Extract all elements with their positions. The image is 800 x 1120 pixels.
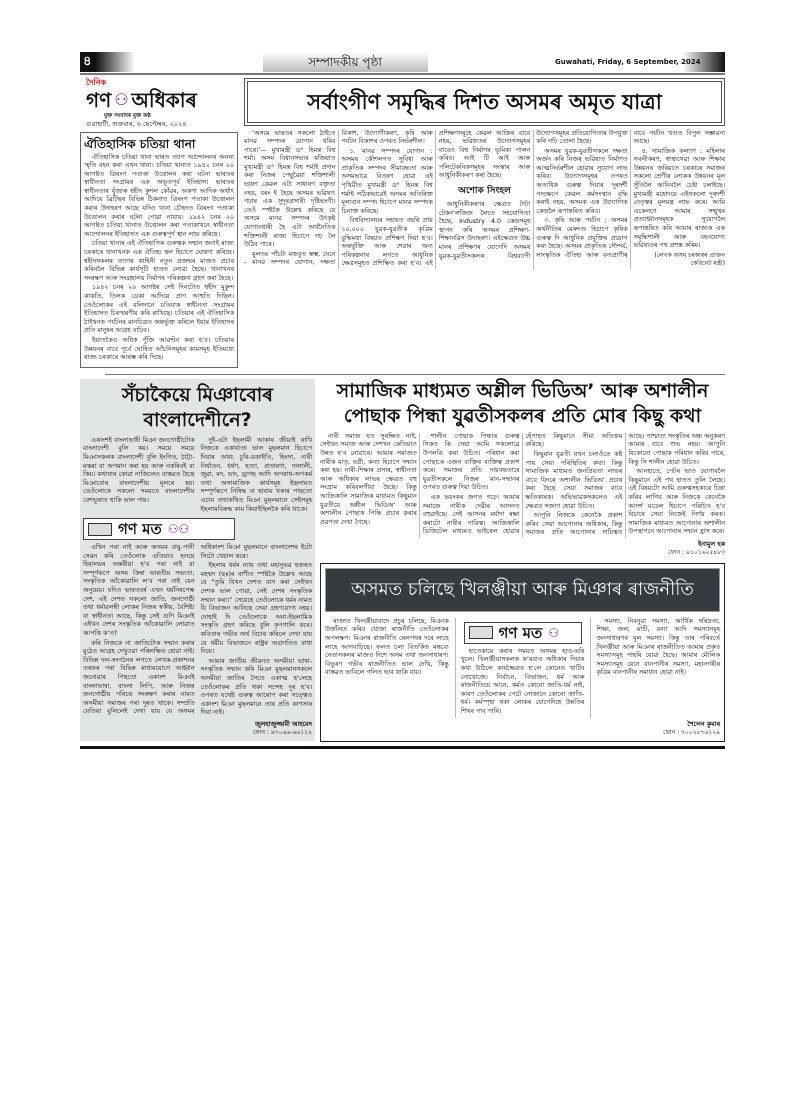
paragraph: আধুনিকীকৰণৰ ক্ষেত্ৰত টাটা টেকন’লজিজ লৈতে সহযোগিতা হৈছে, Industry 4.0 কেন্দ্ৰসমূহ স্থাপন কৰি অসমৰ প্ৰশিক্ষণ-শিক্ষানৱিস উদাহৰণ। এইক্ষেত্ৰত উচ্চ মানৰ প্ৰশিক্ষণৰ যোগেদি অসমৰ যুৱক-যুৱতীসকলক বিশ্বব্যাপী উদ্যোগসমূহৰ প্ৰতিযোগিতাৰ উপযুক্ত কৰি গঢ়ি তোলা হৈছে। — [438, 129, 628, 260]
article2-author: জুলহাজুজ্জামী আহমেদ — [254, 720, 312, 728]
sidebar-body — [84, 154, 234, 363]
article4-author: শৈলেন কুমাৰ — [687, 720, 720, 728]
article3-phone: ফোন : ৯১০১৬২৫৪৮৩ — [668, 548, 725, 556]
section-title: সম্পাদকীয় পৃষ্ঠা — [263, 52, 428, 72]
paragraph: ঐতিহাসিক চতিয়া থানা ভাৰত ত্যাগ আন্দোলনৰ অনন্য স্মৃতি বহন কৰা এখন থানা। চতিয়া থানাত ১৯৪২ চনৰ ২০ আগষ্টত ত্ৰিৰংগ পতাকা উত্তোলন কৰা ঘটনা ভাৰতৰ স্বাধীনতা সংগ্ৰামৰ এক অভূতপূৰ্ব ইতিহাস। ভাৰতৰ স্বাধীনতাৰ যুঁজাৰু শ্বহীদ কুশল কোঁৱৰ, অকণা আদিক অৰ্থাৎ আদিয়ে ব্ৰিটিছৰ বিভিন্ন ঠিকনাত ত্ৰিৰংগ পতাকা উত্তোলন কৰাৰ উদাহৰণ আছে যদিও থানা চৌহদত ত্ৰিৰংগ পতাকা উত্তোলন কৰাৰ ঘটনা পোৱা নাযায়। ১৯৪২ চনৰ ২০ আগষ্টত চতিয়া থানাত উত্তোলন কৰা পতাকাখনে স্বাধীনতা আন্দোলনৰ ইতিহাসত এক গুৰুত্বপূৰ্ণ স্থান লাভ কৰিছে। — [84, 153, 234, 238]
logo-name-right: অধিকাৰ — [131, 87, 197, 112]
article2-body — [83, 544, 312, 718]
main-article — [244, 78, 725, 368]
logo-wordmark — [86, 88, 197, 112]
article3-author: ইনামুল হক — [698, 540, 725, 548]
paragraph: ১. মানৱ সম্পদৰ যোগান : অসমৰ কৌশলগত সুবিধা আৰু প্ৰাকৃতিক সম্পদৰ সীমাবদ্ধতা আৰু অসমভাৱে বিতৰণ হোৱা এই পৃথিৱীত মুখ্যমন্ত্ৰী ড° হিমন্ত বিশ্ব শৰ্মাই সঠিকভাৱেই অসমৰ অতিৰিক্ত মূল্যবান সম্পদ হিচাপে মানৱ সম্পদক চিনাক্ত কৰিছে। — [341, 147, 433, 215]
paragraph: কৰি নিজকে না জাতিটোক সন্মান কৰাৰ মুঠেও আগ্ৰহ দেখুওৱা পৰিলক্ষিত হোৱা নাই। বিভিন্ন দল-সংগঠনৰ লগতে লেখক-প্ৰকাশনৰ তৰফৰ পৰা বিভিন্ন মাধ্যমযোগে আহ্বান জনোৱাৰ পিছতো একাংশ মিঞাই বাংলাভাষা, বাংলা লিপি, আৰু নিজৰ জনগোষ্ঠীয় পৰিচয় সংৰক্ষণ কৰাৰ নামত অসমীয়া সমাজৰ পৰা দূৰত থাকে। সম্প্ৰতি যেতিয়া বুলিলেই দেখা যায় যে অসমৰ অধিকাংশ মিঞা মুছলমানে বাংলাদেশৰ ইটো সিটো খেয়াল কৰে। — [83, 544, 312, 716]
envelope-icon — [88, 523, 112, 536]
article4-body — [325, 618, 720, 718]
main-article-body — [244, 130, 725, 270]
logo-tagline: মুক্ত সংবাদৰ মুক্ত কণ্ঠ — [104, 112, 151, 119]
paragraph: বিশ্ববিদ্যালয়ৰ সহায়ত বছৰি প্ৰায় ১০,০০০ যুৱক-যুৱতীক কৃত্ৰিম বুদ্ধিমত্তা বিষয়ত প্ৰশিক্ষণ দিয়া হ’ব। অন্তৰ্ভুক্তি আৰু শেৱাৰ অন্য পৰিকল্পনাৰ লগতে আধুনিক ক্ষেত্ৰসমূহত প্ৰশিক্ষিত কৰা হ’ব। এই প্ৰশিক্ষণসমূহে কেৱল আজিৰ বাবে নহয়, ভৱিষ্যতৰ উদ্যোগসমূহৰ বাবেও বিশ্ব নিৰ্মাণৰ ভূমিকা পালন কৰিব। আই টি আই আৰু পলিটেকনিকসমূহৰ সংস্কাৰ আৰু আধুনিকীকৰণ কৰা হৈছে। — [341, 129, 531, 268]
article4-phone: ফোন : ৭০০২৮৭৬১২৯ — [663, 728, 720, 736]
sidebar-article — [80, 132, 238, 368]
article-khilonjia-politics — [320, 563, 725, 742]
paragraph: আপুনি নিজকে কেনেকৈ প্ৰকাশ কৰিব সেয়া আপোনাৰ অধিকাৰ, কিন্তু সমাজৰ প্ৰতি আপোনাৰ দায়িত্বও আছে। পাশ্চাত্য সংস্কৃতিৰ অন্ধ অনুকৰণ আমাৰ বাবে শুভ নহয়। আপুনি যিকোনো পোছাক পৰিধান কৰিব পাৰে, কিন্তু সি শালীন হোৱা উচিত। — [525, 432, 725, 537]
main-headline-box — [244, 78, 725, 126]
paragraph: ইয়াতকৈও অধিক পুঁজি আৱণ্টন কৰা হ’ব। চতিয়াৰ উন্নয়নৰ বাবে পূৰ্বে ঘোষিত আঁচনিসমূহৰ কামসমূহ ইতিমধ্যে ৰাজ্য চৰকাৰে আৰম্ভ কৰি দিছে। — [84, 336, 234, 362]
gonomot-badge — [464, 622, 582, 644]
article-social-media — [320, 379, 725, 557]
paragraph: কিছুমান যুৱতী যখন চলাওঁতে কষ্ট পায় সেয়া পৰিস্থিতিৰ কথা। কিন্তু সামাজিক মাধ্যমত জনপ্ৰিয়তা লাভৰ বাবে যিদৰে অশালীন ভিডিঅ’ প্ৰচাৰ কৰা হৈছে সেয়া সমাজৰ বাবে ক্ষতিকাৰক। অভিভাৱকসকলেও এই ক্ষেত্ৰত সজাগ হোৱা উচিত। — [525, 450, 623, 510]
article2-headline: সঁচাকৈয়ে মিঞাবোৰ বাংলাদেশীনে? — [121, 383, 273, 431]
gonomot-label: গণ মত — [498, 623, 543, 642]
header-divider — [80, 73, 725, 75]
gonomot-label: গণ মত — [118, 520, 162, 539]
article4-headline: অসমত চলিছে খিলঞ্জীয়া আৰু মিঞাৰ ৰাজনীতি — [325, 568, 720, 612]
paragraph: এখিন পৰা নাই আৰু অসমৰ বায়ু-পানী সেৱন কৰি তেওঁলোক এতিয়াও হৃদয়ে হিমালয়ৰ অন্তৰীয়া হ’ব পৰা নাই বা সম্পূৰ্ণৰূপে অসম কিম্বা ভাৰতীয় সভ্যতা, সংস্কৃতিক আঁকোৱালি ল’ব পৰা নাই যেন অনুমেয়। যদিও ভাৰতবৰ্ষ এখন ধৰ্মনিৰপেক্ষ দেশ, এই দেশত সকলো জাতি, জনগোষ্ঠী তথা ধৰ্মাৱলম্বী লোকৰ নিজৰ স্বকীয়, বৈশিষ্ট্য বা স্বাধীনতা আছে, কিন্তু সেই গুণি মিঞাই এইখন দেশৰ সংস্কৃতিক আঁকোৱালি লোৱাত আপত্তি ক’ত? — [83, 544, 195, 638]
article4-column — [325, 618, 449, 718]
paragraph: একাংশই বাংলাভাষী মিঞা জনগোষ্ঠীটোক বাংলাদেশী বুলি কয়। সময়ে সময়ে মিঞাসকলক বাংলাদেশী বুলি ইংগিত, ঠাট্টা-মস্কৰা বা অপমান কৰা হয় আৰু নকৰিবই বা কিয়। কথাষাৰ কোৱা নাজিলেও বাস্তৱত হৈছে মিঞাবোৰ বাংলাদেশীয় মূলৰে হয়। তেওঁলোকে সকলো সময়তে বাংলাদেশীয় বেশভূষাত থাকি ভাল পায়। — [83, 436, 195, 504]
paragraph: ৩. কৃষি আৰু পৰ্যটন : অসমৰ অৰ্থনীতিৰ মেৰুদণ্ড হিচাপে কৃষিক গুৰুত্ব দি আধুনিক প্ৰযুক্তিৰ প্ৰয়োগ কৰা হৈছে। অসমৰ প্ৰাকৃতিক সৌন্দৰ্য, সাংস্কৃতিক ঐতিহ্য আৰু বন্যপ্ৰাণীৰ বাবে পৰ্যটন খণ্ডত বিপুল সম্ভাৱনা আছে। — [536, 129, 725, 259]
dateline: Guwahati, Friday, 6 September, 2024 — [555, 52, 725, 72]
logo-people-icon: ⚇ — [114, 89, 129, 109]
left-column — [80, 78, 238, 368]
paragraph: ৰাজ্যত খিলঞ্জীয়াবাদে প্ৰচুৰ চলিছে, মিঞাক উৰ্জলিত কৰিব খোজা ৰাজনীতি তেওঁলোকৰ অপলক্ষণ। মিঞাৰ ৰাজনীতি ৰেলপথৰ দৰে লাহে লাহে আগবাঢ়িছে। ফলত চলা বিতৰ্কিত মন্তব্যে নেতাসকলৰ মাজত দিশে অসম তথা জনসাধাৰণ। বিভুৰণ গভীৰ ৰাজনীতিত ভাল দেখি, কিন্তু বাস্তৱত ভাবিলে গলিত ভাব থাকি যায়। — [325, 617, 449, 677]
people-icon: ⚇⚇ — [167, 522, 190, 537]
paragraph: ১৯৪২ চনৰ ২০ আগষ্টৰ সেই দিনটোত শ্বহীদ মুকুন্দ কাকতি, তিলক ডেকা আদিয়ে প্ৰাণ আহুতি দিছিল। তেওঁলোকৰ এই বলিদানে চতিয়াক স্বাধীনতা সংগ্ৰামৰ ইতিহাসত চিৰস্মৰণীয় কৰি ৰাখিছে। চতিয়াৰ এই ঐতিহাসিক ঠাইখনক পৰ্যটনৰ মানচিত্ৰত অন্তৰ্ভুক্ত কৰিলে ইয়াৰ ইতিহাসৰ প্ৰতি মানুষৰ আগ্ৰহ বাঢ়িব। — [84, 284, 234, 335]
right-bottom-column — [320, 379, 725, 742]
paragraph: সমস্যা, নিবনুৱা সমস্যা, আৰ্থিক দৰিদ্ৰতা, শিক্ষা, জল, মাটি, বন্যা আদি সমস্যাসমূহ জনসাধাৰণৰ মূল সমস্যা। কিন্তু তাৰ পৰিবৰ্তে খিলঞ্জীয়া আৰু মিঞাৰ ৰাজনীতিত আমাৰ প্ৰকৃত সমস্যাসমূহ পাহৰি যোৱা হৈছে। আমাৰ মৌলিক সমস্যাসমূহ যেনে বানপানীৰ সমস্যা, মহানগৰীৰ কৃত্ৰিম বানপানীৰ সমাধান হোৱা নাই। — [596, 617, 721, 677]
paragraph: ৪. সামাজিক কল্যাণ : মহিলাৰ সবলীকৰণ, স্বাস্থ্যসেৱা আৰু শিক্ষাৰ উন্নয়নৰ জৰিয়তে চৰকাৰে সমাজৰ সকলো শ্ৰেণীৰ লোকক উন্নয়নৰ মূল সুঁতিলৈ আনিবলৈ চেষ্টা চলাইছে। মুখ্যমন্ত্ৰী মহোদয়ে এইসকলো দূৰদৰ্শী নেতৃত্বৰ মূলমন্ত্ৰ লাভ কৰে। আমি একেলগে আমাৰ সন্মুখৰ প্ৰত্যাহ্বানসমূহক সুযোগলৈ ৰূপান্তৰিত কৰি আমাৰ ৰাজ্যক এক সমৃদ্ধিশালী আৰু বহনযোগ্য ভৱিষ্যতৰ পথ প্ৰশস্ত কৰিম। — [633, 147, 725, 250]
sidebar-title: ঐতিহাসিক চতিয়া থানা — [84, 136, 196, 151]
footer-rule — [80, 746, 725, 749]
main-headline: সৰ্বাংগীণ সমৃদ্ধিৰ দিশত অসমৰ অমৃত যাত্ৰা — [247, 81, 722, 123]
paragraph: ইছলাম ধৰ্মৰ ন্যায় তথা মহানুভৱ হজৰত মহম্মদ (ছঃ)ৰ বাণীত স্পষ্টকৈ উল্লেখ আছে যে “তুমি যিখন দেশত বাস কৰা সেইখন দেশক ভাল পোৱা, সেই দেশৰ সংস্কৃতিক সন্মান কৰা।” সেয়েহে তেওঁলোকে ধৰ্মৰ নামত যি বিভাজন আনিছে সেয়া গ্ৰহণযোগ্য নহয়। দোহাই দি তেওঁলোকে অনা-ইছলামিক সংস্কৃতি গ্ৰহণ কৰিছে বুলি কৃপণালি কৰে। কবিতাৰ গভীৰ অৰ্থ বিচাৰ কৰিলে দেখা যায় যে ধৰ্মীয় বিভাজনে ৰাষ্ট্ৰৰ অগ্ৰগতিত বাধা দিয়ে। — [200, 562, 312, 656]
article-miya-bangladeshi — [80, 379, 315, 741]
people-icon: ⚇ — [548, 625, 559, 640]
paragraph: মুলতঃ পাঁচটা মজবুত স্তম্ভ, যেনে - মানৱ সম্পদৰ যোগান, দক্ষতা বিকাশ, উদ্যোগীকৰণ, কৃষি আৰু পৰ্যটন বিকাশৰ ওপৰত নিৰ্ভৰশীল। — [244, 129, 433, 267]
article3-headline-line2: পোছাক পিন্ধা যুৱতীসকলৰ প্ৰতি মোৰ কিছু কথা — [343, 404, 702, 427]
page-header — [80, 52, 725, 72]
article2-body-top — [83, 437, 312, 514]
paragraph: হাতেকামে কৰাৰ সময়ত অসমৰ হাত-ভৰি খুলে। খিলঞ্জীয়াসকলক ক’ৰবাত অধিকাৰ দিয়াৰ কথা উঠিলে কাৰ্যক্ষেত্ৰত হ’লে কোনেও খাটিব নোখোজে। নিৰ্বাচন, বিভাজন, ধৰ্ম আৰু ৰাজনীতিয়ে আনে, কৰ্মত কোনো জাতি-ধৰ্ম নাই, কাৰণ তেওঁলোকৰ পেটে নোজানে কোনো জাতি-ধৰ্ম। কৰ্মস্পৃহা থকা লোকৰ যোগেদিহে উন্নতিৰ শিখৰ পাব পাৰি। — [460, 647, 585, 716]
newspaper-page — [80, 0, 725, 749]
article4-column — [455, 618, 585, 718]
envelope-icon — [469, 626, 493, 639]
author-byline: (লেখক অসম চৰকাৰৰ প্ৰাক্তন কেবিনেট মন্ত্ৰী) — [654, 251, 725, 268]
paragraph: চতিয়া থানাৰ এই ঐতিহাসিক গুৰুত্বক সন্মান জনাই ৰাজ্য চৰকাৰে থানাখনক এক ঐতিহ্য স্থল হিচাপে ঘোষণা কৰিছে। শ্বহীদসকলৰ ত্যাগৰ কাহিনী নতুন প্ৰজন্মৰ মাজত প্ৰচাৰ কৰিবলৈ বিভিন্ন কাৰ্যসূচী হাতত লোৱা হৈছে। থানাখনৰ সংৰক্ষণ আৰু সংগ্ৰহালয় নিৰ্মাণৰ পৰিকল্পনা গ্ৰহণ কৰা হৈছে। — [84, 240, 234, 282]
section-divider — [105, 374, 725, 375]
paragraph: শালীন পোছাক পিন্ধাৰ গুৰুত্ব সিকত কি সেয়া আমি সকলোৱে উপলব্ধি কৰা উচিত। পৰিধান কৰা পোছাকে এজন ব্যক্তিৰ ব্যক্তিত্ব প্ৰকাশ কৰে। সমাজৰ প্ৰতি দায়বদ্ধতাৰে যুৱতীসকলে নিজৰ মান-সন্মানৰ ওপৰত গুৰুত্ব দিয়া উচিত। — [422, 432, 520, 492]
paragraph: আমাৰ জাতীয় জীৱনত অসমীয়া ভাষা-সংস্কৃতিক সন্মান কৰি মিঞা মুছলমানসকলে অসমীয়া জাতিৰ সৈতে একাত্ম হ’লেহে তেওঁলোকৰ প্ৰতি থকা সন্দেহ দূৰ হ’ব। ওপৰত যথেষ্ট গুৰুত্ব আৰোপ কৰা সত্ত্বেও একাংশ মিঞা মুছলমানে তাৰ প্ৰতি কাণসাৰ দিয়া নাই। — [200, 657, 312, 717]
paragraph: আনহাতে, পেটৰ ভাত যোগাবলৈ কিছুমানে এই পথ হাতত তুলি লৈছে। এই বিষয়টো আমি গুৰুত্বসহকাৰে চিন্তা কৰিব লাগিব আৰু নিজকে কেনেকৈ আদৰ্শ মডেল হিচাপে পৰিচিত হ’ব বিচাৰে সেয়া নিজেই নিৰ্ণয় কৰক। সামাজিক মাধ্যমত আপোনাৰ অশালীন উপস্থাপনে আপোনাৰ সন্মান হ্ৰাস কৰে। — [628, 468, 725, 536]
page-number-text: ৪ — [83, 54, 92, 69]
logo-daily: দৈনিক — [86, 77, 107, 87]
page-number — [80, 52, 135, 72]
author-name: অশোক সিংহল — [458, 186, 511, 197]
paragraph: ‘অসমে ভাৰতৰ সকলো ঠাইতে মানৱ সম্পদৰ যোগান ধৰিব পাৰে।’— মুখ্যমন্ত্ৰী ড° হিমন্ত বিশ্ব শৰ্মা। অসম বিধানসভাৰ মজিয়াত মুখ্যমন্ত্ৰী ড° হিমন্ত বিশ্ব শৰ্মাই প্ৰদান কৰা নিজৰ পেছুৱৈয়া শক্তিশালী ভাষণ কেৱল এটা সাধাৰণ বক্তৃতা নহয়, বৰং ই হৈছে অসমৰ ভৱিষ্যৎ গঢ়াৰ এক সুদূৰপ্ৰসাৰী দৃষ্টিভংগী। তেওঁ স্পষ্টকৈ উল্লেখ কৰিছে যে অসমে মানৱ সম্পদৰ উৎকৃষ্ট যোগানধাৰী হৈ এটা অৰ্থনৈতিক শক্তিশালী ৰাজ্য হিচাপে গঢ় লৈ উঠিব পাৰে। — [244, 129, 336, 249]
paragraph: অসমৰ যুৱক-যুৱতীসকলে দক্ষতা অৰ্জন কৰি নিজৰ ভৱিষ্যত নিৰ্মাণত আত্মনিৰ্ভৰশীল হোৱাৰ সুযোগ লাভ কৰিব। উদ্যোগসমূহৰ ওপৰত অত্যধিক গুৰুত্ব দিয়াৰ দূৰদৰ্শী পদক্ষেপে কেৱল কৰ্মসংস্থান বৃদ্ধি কৰাই নহয়, অসমক এক উদ্যোগিক কেন্দ্ৰলৈ ৰূপান্তৰিত কৰিব। — [536, 147, 628, 215]
article3-body — [320, 433, 725, 538]
paragraph: নাৰী সমাজ যত সুৰক্ষিত নাই, সেইখন সমাজ আৰু দেশখন কেতিয়াও উন্নত হ’ব নোৱাৰে। আমাৰ সমাজত নাৰীক মাতৃ, ভগ্নী, কন্যা হিচাপে সন্মান কৰা হয়। নাৰী-শিক্ষাৰ প্ৰসাৰ, স্বাধীনতা আৰু অধিকাৰ লাভৰ ক্ষেত্ৰত বহু সংগ্ৰাম কৰিবলগীয়া হৈছে। কিন্তু আজিকালি সামাজিক মাধ্যমত কিছুমান যুৱতীয়ে অশ্লীল ভিডিঅ’ আৰু অশালীন পোছাক পিন্ধি প্ৰচাৰ কৰাৰ প্ৰৱণতা দেখা গৈছে। — [320, 432, 417, 526]
bottom-section — [80, 379, 725, 742]
paragraph: এক ভয়ংকৰ জগত গঢ়ে। আমাৰ সমাজে নাৰীক দেৱীৰ আসনত বহুৱাইছে। সেই আসনৰ মৰ্যাদা ৰক্ষা কৰাটো নাৰীৰ দায়িত্ব। আজিকালি ডিজিটেল মাধ্যমত ভাইৰেল হোৱাৰ হেঁপাহত কিছুমানে সীমা অতিক্ৰম কৰিছে। — [422, 432, 623, 536]
edition-date: গুৱাহাটী, শুক্ৰবাৰ, ৬ ছেপ্টেম্বৰ, ২০২৪ — [86, 119, 187, 128]
top-section — [80, 78, 725, 368]
article2-phone: ফোন : ৯৭০৬৬-৬৬১১২ — [252, 728, 312, 736]
article3-headline-line1: সামাজিক মাধ্যমত অশ্লীল ভিডিঅ’ আৰু অশালীন — [336, 379, 709, 402]
article4-column — [590, 618, 720, 718]
paragraph: দুই-এটা ইছলামী আকাৰ জীয়াই ৰাখি নিজকে একাৰ্য্যতা ভাল মুছলমান হিচাপে দিয়াৰ অথচ চুৰি-ডকাইতি, হিংসা, নাৰী নিৰ্যাতন, ধৰ্ষণ, হত্যা, প্ৰতাৰণা, দালালী, জুৱা, মদ, ভাং, ড্ৰাগছ আদি অপৰাধ-অপকৰ্ম তথা অসামাজিক কাৰ্যসমূহ ইছলামত সম্পূৰ্ণৰূপে নিষিদ্ধ বা হাৰাম থকাৰ পাছতো এচাম তথাকথিত মিঞা মুছলমানে সেইসমূহ ইছলামবিৰুদ্ধ কাম কিয়াইছিলকৈ কৰি থাকে। — [200, 436, 312, 513]
logo-name-left: গণ — [86, 87, 112, 112]
gonomot-badge — [83, 518, 235, 540]
masthead-logo — [80, 78, 238, 129]
